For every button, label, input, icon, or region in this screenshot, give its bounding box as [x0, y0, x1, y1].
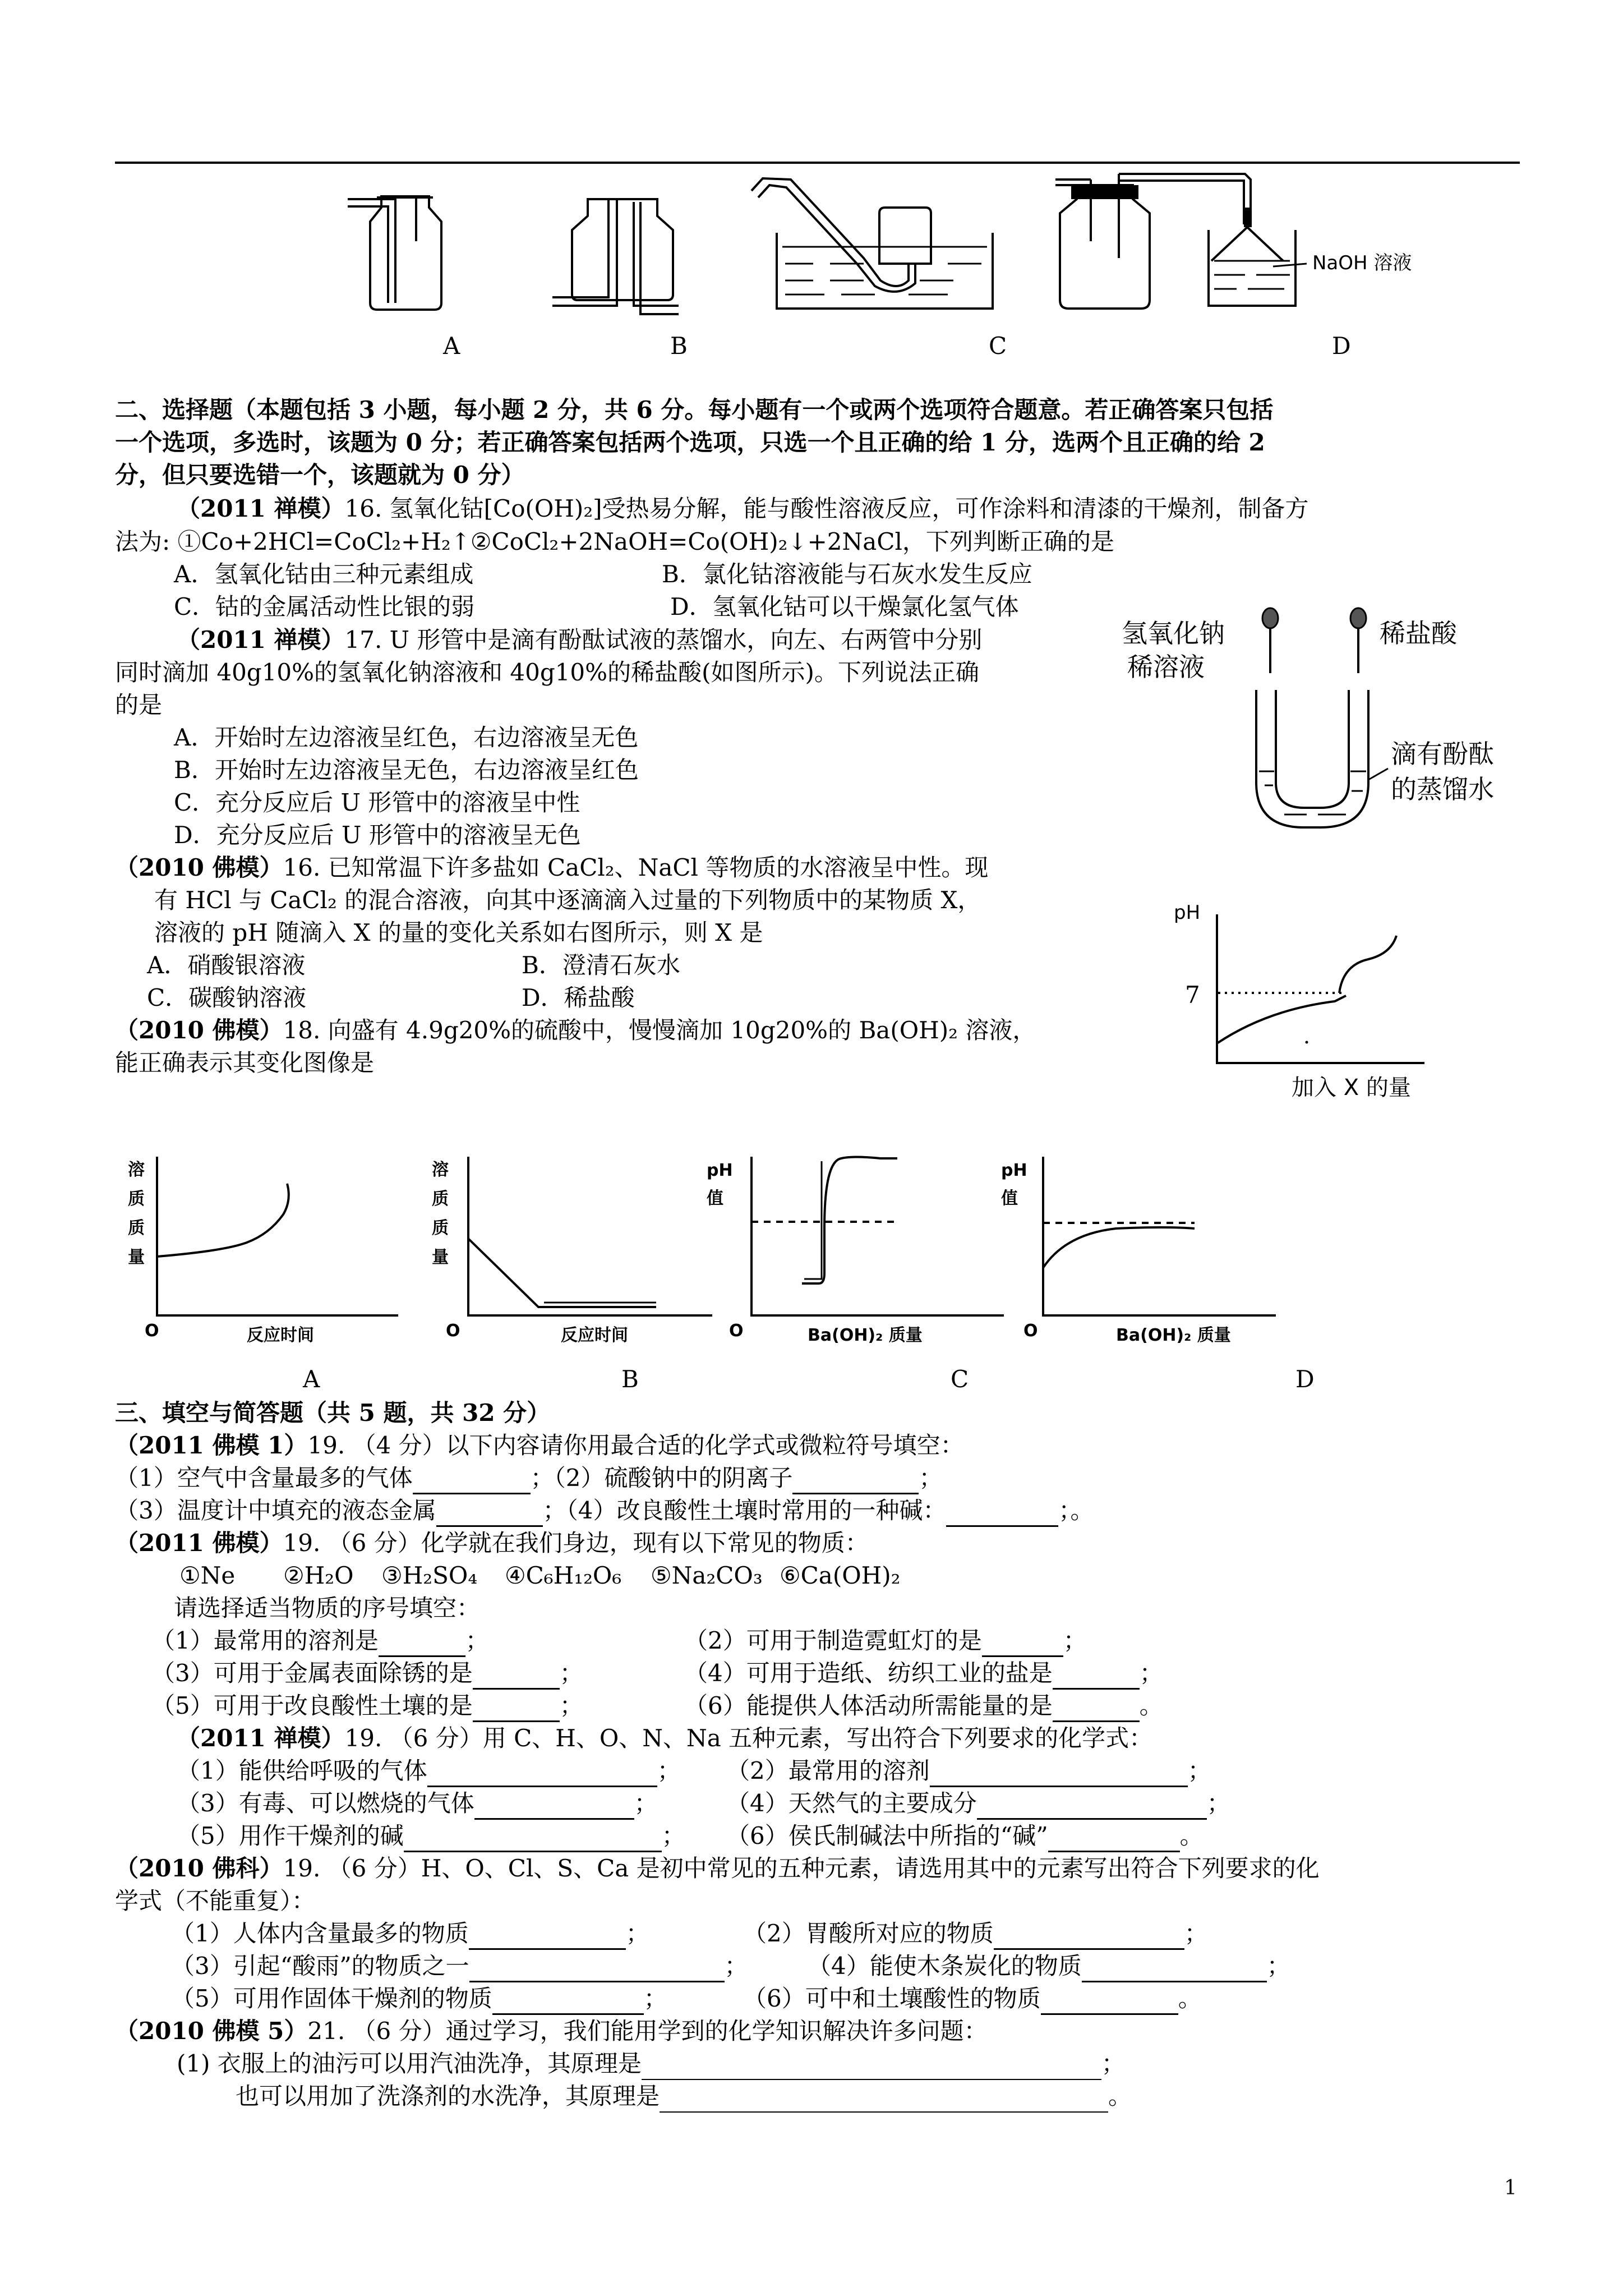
q19d-item-6: （6）可中和土壤酸性的物质 。	[743, 1982, 1202, 2015]
utube-label-dilute: 稀溶液	[1127, 652, 1205, 682]
naoh-label: NaOH 溶液	[1312, 252, 1412, 274]
q19b-item-2: （2）可用于制造霓虹灯的是 ；	[684, 1625, 1087, 1657]
q19d-item-4: （4）能使木条炭化的物质 ；	[808, 1950, 1290, 1982]
q19c-item-6: （6）侯氏制碱法中所指的“碱” 。	[726, 1820, 1204, 1852]
q18d-origin: O	[1023, 1321, 1038, 1341]
q19c-blank-6[interactable]	[1048, 1828, 1180, 1852]
q16b-source: （2010 佛模）	[115, 854, 283, 881]
q18a-origin: O	[145, 1321, 159, 1341]
utube-label-water2: 的蒸馏水	[1391, 774, 1494, 804]
q18-source: （2010 佛模）	[115, 1016, 283, 1044]
q19b-prompt: 请选择适当物质的序号填空：	[174, 1594, 481, 1622]
q18-graph-c	[751, 1157, 1004, 1315]
q18c-origin: O	[729, 1321, 744, 1341]
q17-line1: （2011 禅模）17. U 形管中是滴有酚酞试液的蒸馏水，向左、右两管中分别	[177, 626, 983, 654]
q19d-line2: 学式（不能重复）：	[115, 1887, 316, 1915]
q19b-sub-3: ③H₂SO₄	[381, 1562, 478, 1589]
q17-line2: 同时滴加 40g10%的氢氧化钠溶液和 40g10%的稀盐酸(如图所示)。下列说法正确	[115, 659, 979, 686]
q19a-blank-3[interactable]	[436, 1503, 543, 1527]
q19d-blank-5[interactable]	[492, 1991, 644, 2015]
q19b-sub-5: ⑤Na₂CO₃	[651, 1562, 763, 1589]
q19b-item-6: （6）能提供人体活动所需能量的是 。	[684, 1690, 1163, 1722]
q19d-blank-1[interactable]	[469, 1926, 626, 1950]
q19c-item-5: （5）用作干燥剂的碱 ；	[177, 1820, 685, 1852]
q19b-sub-1: ①Ne	[179, 1562, 236, 1589]
q19a-line2: （1）空气中含量最多的气体 ；（2）硫酸钠中的阴离子 ；	[115, 1462, 942, 1494]
q21-blank-2[interactable]	[660, 2089, 1108, 2113]
q18-line1: （2010 佛模）18. 向盛有 4.9g20%的硫酸中，慢慢滴加 10g20%的 Ba(OH)₂ 溶液，	[115, 1016, 1036, 1044]
q18b-xlabel: 反应时间	[561, 1326, 628, 1345]
q21-line1: （2010 佛模 5）21. （6 分）通过学习，我们能用学到的化学知识解决许多问题：	[115, 2017, 988, 2045]
q19a-blank-2[interactable]	[792, 1470, 919, 1494]
q19c-blank-3[interactable]	[474, 1796, 634, 1820]
q16b-line2: 有 HCl 与 CaCl₂ 的混合溶液，向其中逐滴滴入过量的下列物质中的某物质 X，	[154, 886, 981, 914]
section2-heading-line3: 分，但只要选错一个，该题就为 0 分）	[115, 461, 525, 489]
q21-item-1: (1) 衣服上的油污可以用汽油洗净，其原理是 ；	[177, 2047, 1125, 2080]
q18-graph-d	[1043, 1157, 1276, 1315]
q18b-origin: O	[446, 1321, 460, 1341]
q21-item-1b: 也可以用加了洗涤剂的水洗净，其原理是 。	[236, 2080, 1132, 2113]
q18-line2: 能正确表示其变化图像是	[115, 1049, 375, 1076]
q19d-source: （2010 佛科）	[115, 1855, 283, 1882]
q21-blank-1[interactable]	[642, 2056, 1101, 2080]
q18b-ylabel: 溶质质量	[432, 1160, 449, 1267]
q19c-item-2: （2）最常用的溶剂 ；	[726, 1755, 1211, 1787]
fig-label-b: B	[670, 332, 688, 360]
ph-graph-xlabel: 加入 X 的量	[1292, 1075, 1411, 1101]
q16b-option-b: B．澄清石灰水	[522, 951, 680, 979]
q19d-blank-3[interactable]	[469, 1958, 725, 1982]
q17-line3: 的是	[115, 691, 163, 719]
q16a-option-c: C．钴的金属活动性比银的弱	[174, 593, 475, 620]
utube-label-water1: 滴有酚酞	[1391, 739, 1494, 769]
q18d-ylabel: pH值	[1001, 1161, 1027, 1208]
q16b-option-c: C．碳酸钠溶液	[147, 984, 307, 1011]
q16a-option-a: A．氢氧化钴由三种元素组成	[174, 560, 474, 588]
q21-source: （2010 佛模 5）	[115, 2017, 308, 2045]
q19a-line1: （2011 佛模 1）19. （4 分）以下内容请你用最合适的化学式或微粒符号填空：	[115, 1432, 964, 1459]
q19b-blank-5[interactable]	[473, 1698, 560, 1722]
q19c-item-1: （1）能供给呼吸的气体 ；	[177, 1755, 681, 1787]
q19d-blank-4[interactable]	[1082, 1958, 1267, 1982]
section3-heading: 三、填空与简答题（共 5 题，共 32 分）	[115, 1399, 551, 1427]
page-number: 1	[1504, 2177, 1517, 2200]
q19d-item-3: （3）引起“酸雨”的物质之一 ；	[171, 1950, 748, 1982]
fig-label-d: D	[1332, 332, 1351, 360]
q19b-line1: （2011 佛模）19. （6 分）化学就在我们身边，现有以下常见的物质：	[115, 1529, 869, 1557]
q19a-blank-4[interactable]	[946, 1503, 1058, 1527]
q17-option-c: C．充分反应后 U 形管中的溶液呈中性	[174, 789, 580, 816]
q18c-label: C	[951, 1365, 969, 1393]
q18d-xlabel: Ba(OH)₂ 质量	[1116, 1326, 1231, 1345]
q19c-blank-5[interactable]	[404, 1828, 662, 1852]
q17-option-d: D．充分反应后 U 形管中的溶液呈无色	[174, 821, 581, 849]
q19d-line1: （2010 佛科）19. （6 分）H、O、Cl、S、Ca 是初中常见的五种元素，请选用其中的元素写出符合下列要求的化	[115, 1855, 1320, 1882]
q19b-source: （2011 佛模）	[115, 1529, 283, 1557]
q18a-ylabel: 溶质质量	[128, 1160, 145, 1267]
q19b-blank-4[interactable]	[1053, 1665, 1140, 1690]
q18-graph-b	[468, 1157, 712, 1315]
q16b-line1: （2010 佛模）16. 已知常温下许多盐如 CaCl₂、NaCl 等物质的水溶液呈中性。现	[115, 854, 989, 881]
section2-heading-line1: 二、选择题（本题包括 3 小题，每小题 2 分，共 6 分。每小题有一个或两个选项符合题意。若正确答案只包括	[115, 396, 1274, 424]
q19d-item-5: （5）可用作固体干燥剂的物质 ；	[171, 1982, 667, 2015]
q19b-blank-6[interactable]	[1053, 1698, 1140, 1722]
q19b-item-3: （3）可用于金属表面除锈的是 ；	[151, 1657, 583, 1690]
q17-source: （2011 禅模）	[177, 626, 345, 654]
q19b-item-5: （5）可用于改良酸性土壤的是 ；	[151, 1690, 583, 1722]
ph-graph-ylabel: pH	[1174, 901, 1201, 924]
q19b-sub-2: ②H₂O	[283, 1562, 354, 1589]
section2-heading-line2: 一个选项，多选时，该题为 0 分；若正确答案包括两个选项，只选一个且正确的给 1 分，选两个且正确的给 2	[115, 429, 1265, 456]
q16a-line2: 法为: ①Co+2HCl=CoCl₂+H₂↑②CoCl₂+2NaOH=Co(OH)₂↓+2NaCl，下列判断正确的是	[115, 528, 1114, 555]
q16a-line1: （2011 禅模）16. 氢氧化钴[Co(OH)₂]受热易分解，能与酸性溶液反应，可作涂料和清漆的干燥剂，制备方	[177, 495, 1309, 522]
q19b-sub-4: ④C₆H₁₂O₆	[505, 1562, 622, 1589]
q16a-option-d: D．氢氧化钴可以干燥氯化氢气体	[670, 593, 1019, 620]
q18d-label: D	[1295, 1365, 1315, 1393]
q19d-blank-2[interactable]	[994, 1926, 1184, 1950]
q17-option-b: B．开始时左边溶液呈无色，右边溶液呈红色	[174, 756, 639, 784]
q19b-blank-2[interactable]	[982, 1633, 1063, 1657]
q19b-blank-1[interactable]	[379, 1633, 465, 1657]
q19a-line3: （3）温度计中填充的液态金属 ；（4）改良酸性土壤时常用的一种碱： ；。	[115, 1494, 1094, 1527]
q16b-option-a: A．硝酸银溶液	[147, 951, 306, 979]
q16b-option-d: D．稀盐酸	[522, 984, 635, 1011]
q16a-source: （2011 禅模）	[177, 495, 345, 522]
q19c-blank-2[interactable]	[930, 1763, 1188, 1787]
fig-label-a: A	[443, 332, 460, 360]
utube-label-naoh: 氢氧化钠	[1122, 618, 1225, 648]
q18a-xlabel: 反应时间	[247, 1326, 314, 1345]
q19c-source: （2011 禅模）	[177, 1724, 345, 1752]
q16b-line3: 溶液的 pH 随滴入 X 的量的变化关系如右图所示，则 X 是	[154, 919, 763, 946]
q19d-item-2: （2）胃酸所对应的物质 ；	[743, 1917, 1208, 1950]
fig-label-c: C	[989, 332, 1007, 360]
q19a-blank-1[interactable]	[413, 1470, 531, 1494]
q19c-item-4: （4）天然气的主要成分 ；	[726, 1787, 1230, 1820]
q18b-label: B	[621, 1365, 639, 1393]
q17-option-a: A．开始时左边溶液呈红色，右边溶液呈无色	[174, 724, 639, 751]
q19b-blank-3[interactable]	[473, 1665, 560, 1690]
q18-graph-a	[157, 1157, 398, 1315]
q19b-item-1: （1）最常用的溶剂是 ；	[151, 1625, 489, 1657]
q19c-blank-4[interactable]	[977, 1796, 1207, 1820]
q16a-option-b: B．氯化钴溶液能与石灰水发生反应	[662, 560, 1032, 588]
q19b-item-4: （4）可用于造纸、纺织工业的盐是 ；	[684, 1657, 1163, 1690]
ph-graph-seven: 7	[1185, 981, 1200, 1009]
q19c-item-3: （3）有毒、可以燃烧的气体 ；	[177, 1787, 658, 1820]
q19a-source: （2011 佛模 1）	[115, 1432, 308, 1459]
utube-label-hcl: 稀盐酸	[1380, 618, 1457, 648]
q18c-ylabel: pH值	[707, 1161, 733, 1208]
q19c-blank-1[interactable]	[427, 1763, 657, 1787]
q19b-sub-6: ⑥Ca(OH)₂	[780, 1562, 901, 1589]
q19d-item-1: （1）人体内含量最多的物质 ；	[171, 1917, 649, 1950]
q18c-xlabel: Ba(OH)₂ 质量	[808, 1326, 923, 1345]
q19d-blank-6[interactable]	[1041, 1991, 1178, 2015]
q18a-label: A	[303, 1365, 320, 1393]
q19c-line1: （2011 禅模）19. （6 分）用 C、H、O、N、Na 五种元素，写出符合下列要求的化学式：	[177, 1724, 1153, 1752]
